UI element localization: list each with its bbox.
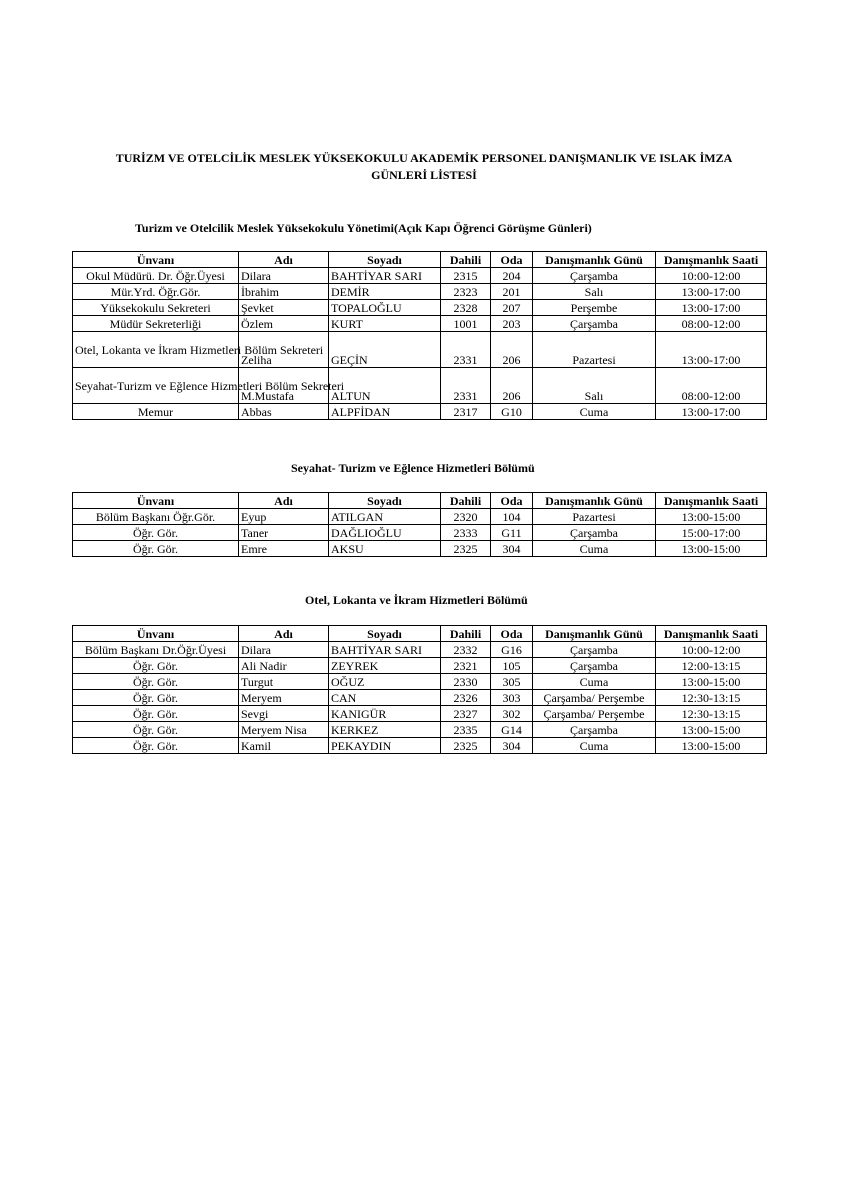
title-cell: Mür.Yrd. Öğr.Gör. [73,284,239,300]
title-cell: Yüksekokulu Sekreteri [73,300,239,316]
extension-cell: 2325 [441,541,491,557]
room-cell: 104 [491,509,533,525]
room-cell: 105 [491,658,533,674]
title-cell: Müdür Sekreterliği [73,316,239,332]
room-cell: 204 [491,268,533,284]
last-name-cell: CAN [329,690,441,706]
table-body [73,509,767,557]
first-name-cell: Özlem [239,316,329,332]
first-name-cell: Dilara [239,268,329,284]
table-header [73,252,767,268]
room-cell: G10 [491,404,533,420]
extension-cell: 2325 [441,738,491,754]
consult-day-cell: Çarşamba/ Perşembe [533,706,656,722]
extension-cell: 2321 [441,658,491,674]
first-name-cell: Sevgi [239,706,329,722]
consult-day-cell: Pazartesi [533,332,656,368]
consult-day-cell: Çarşamba [533,525,656,541]
last-name-cell: ZEYREK [329,658,441,674]
consult-hours-cell: 12:30-13:15 [656,690,767,706]
last-name-cell: ALPFİDAN [329,404,441,420]
consult-hours-cell: 13:00-17:00 [656,332,767,368]
extension-cell: 1001 [441,316,491,332]
consult-day-cell: Cuma [533,674,656,690]
document-title [72,150,776,184]
last-name-cell: ATILGAN [329,509,441,525]
table-row [73,300,767,316]
first-name-cell: Ali Nadir [239,658,329,674]
title-cell: Otel, Lokanta ve İkram Hizmetleri Bölüm Sekreteri [73,332,239,368]
table-row [73,690,767,706]
last-name-cell: DEMİR [329,284,441,300]
table-row [73,284,767,300]
consult-hours-cell: 12:00-13:15 [656,658,767,674]
consult-hours-cell: 08:00-12:00 [656,316,767,332]
consult-hours-cell: 13:00-17:00 [656,284,767,300]
extension-cell: 2330 [441,674,491,690]
section-title-management: Turizm ve Otelcilik Meslek Yüksekokulu Yönetimi(Açık Kapı Öğrenci Görüşme Günleri) [135,221,592,235]
title-cell: Memur [73,404,239,420]
table-row [73,525,767,541]
hotel-restaurant-table [72,625,767,754]
consult-day-cell: Cuma [533,738,656,754]
consult-hours-cell: 10:00-12:00 [656,642,767,658]
consult-day-cell: Perşembe [533,300,656,316]
first-name-cell: Zeliha [239,332,329,368]
col-header-title: Ünvanı [73,626,239,642]
extension-cell: 2331 [441,332,491,368]
title-cell: Okul Müdürü. Dr. Öğr.Üyesi [73,268,239,284]
room-cell: G16 [491,642,533,658]
management-table [72,251,767,420]
first-name-cell: Emre [239,541,329,557]
title-cell: Bölüm Başkanı Dr.Öğr.Üyesi [73,642,239,658]
consult-hours-cell: 08:00-12:00 [656,368,767,404]
room-cell: 304 [491,541,533,557]
last-name-cell: PEKAYDIN [329,738,441,754]
col-header-consult-hours: Danışmanlık Saati [656,626,767,642]
last-name-cell: BAHTİYAR SARI [329,268,441,284]
document-title-line-2: GÜNLERİ LİSTESİ [371,168,477,182]
extension-cell: 2331 [441,368,491,404]
consult-hours-cell: 13:00-17:00 [656,404,767,420]
table-row [73,642,767,658]
consult-hours-cell: 13:00-17:00 [656,300,767,316]
consult-day-cell: Çarşamba [533,268,656,284]
room-cell: G11 [491,525,533,541]
header-row [73,493,767,509]
title-cell: Öğr. Gör. [73,706,239,722]
room-cell: 303 [491,690,533,706]
consult-day-cell: Çarşamba [533,316,656,332]
extension-cell: 2320 [441,509,491,525]
room-cell: 206 [491,332,533,368]
title-cell: Öğr. Gör. [73,738,239,754]
extension-cell: 2332 [441,642,491,658]
extension-cell: 2315 [441,268,491,284]
last-name-cell: KANIGÜR [329,706,441,722]
table-header [73,626,767,642]
table-row [73,722,767,738]
consult-day-cell: Çarşamba [533,722,656,738]
first-name-cell: Şevket [239,300,329,316]
consult-day-cell: Salı [533,284,656,300]
title-cell: Bölüm Başkanı Öğr.Gör. [73,509,239,525]
col-header-consult-day: Danışmanlık Günü [533,626,656,642]
last-name-cell: OĞUZ [329,674,441,690]
room-cell: 207 [491,300,533,316]
table-row [73,509,767,525]
col-header-first-name: Adı [239,493,329,509]
header-row [73,626,767,642]
last-name-cell: BAHTİYAR SARI [329,642,441,658]
last-name-cell: AKSU [329,541,441,557]
consult-hours-cell: 13:00-15:00 [656,541,767,557]
col-header-last-name: Soyadı [329,252,441,268]
first-name-cell: Abbas [239,404,329,420]
col-header-last-name: Soyadı [329,626,441,642]
room-cell: G14 [491,722,533,738]
consult-hours-cell: 12:30-13:15 [656,706,767,722]
header-row [73,252,767,268]
extension-cell: 2317 [441,404,491,420]
consult-day-cell: Çarşamba [533,658,656,674]
extension-cell: 2335 [441,722,491,738]
title-cell: Öğr. Gör. [73,722,239,738]
extension-cell: 2327 [441,706,491,722]
table-body [73,268,767,420]
room-cell: 302 [491,706,533,722]
first-name-cell: Kamil [239,738,329,754]
title-cell: Seyahat-Turizm ve Eğlence Hizmetleri Bölüm Sekreteri [73,368,239,404]
consult-day-cell: Çarşamba/ Perşembe [533,690,656,706]
first-name-cell: Meryem Nisa [239,722,329,738]
col-header-consult-hours: Danışmanlık Saati [656,493,767,509]
room-cell: 305 [491,674,533,690]
col-header-consult-hours: Danışmanlık Saati [656,252,767,268]
col-header-room: Oda [491,626,533,642]
col-header-consult-day: Danışmanlık Günü [533,252,656,268]
col-header-first-name: Adı [239,252,329,268]
extension-cell: 2333 [441,525,491,541]
room-cell: 203 [491,316,533,332]
table-row [73,268,767,284]
first-name-cell: Meryem [239,690,329,706]
extension-cell: 2326 [441,690,491,706]
consult-day-cell: Cuma [533,541,656,557]
consult-hours-cell: 13:00-15:00 [656,722,767,738]
consult-hours-cell: 15:00-17:00 [656,525,767,541]
col-header-title: Ünvanı [73,252,239,268]
section-title-travel-tourism: Seyahat- Turizm ve Eğlence Hizmetleri Bölümü [291,461,535,475]
table-row [73,738,767,754]
section-title-hotel-restaurant: Otel, Lokanta ve İkram Hizmetleri Bölümü [305,593,528,607]
table-header [73,493,767,509]
table-row [73,332,767,368]
extension-cell: 2328 [441,300,491,316]
first-name-cell: Eyup [239,509,329,525]
table-row [73,658,767,674]
consult-day-cell: Salı [533,368,656,404]
last-name-cell: TOPALOĞLU [329,300,441,316]
consult-hours-cell: 10:00-12:00 [656,268,767,284]
first-name-cell: M.Mustafa [239,368,329,404]
room-cell: 206 [491,368,533,404]
col-header-extension: Dahili [441,626,491,642]
col-header-consult-day: Danışmanlık Günü [533,493,656,509]
extension-cell: 2323 [441,284,491,300]
consult-day-cell: Cuma [533,404,656,420]
document-title-line-1: TURİZM VE OTELCİLİK MESLEK YÜKSEKOKULU AKADEMİK PERSONEL DANIŞMANLIK VE ISLAK İMZA [115,151,733,165]
last-name-cell: ALTUN [329,368,441,404]
last-name-cell: KURT [329,316,441,332]
title-cell: Öğr. Gör. [73,690,239,706]
col-header-last-name: Soyadı [329,493,441,509]
consult-day-cell: Pazartesi [533,509,656,525]
title-cell: Öğr. Gör. [73,525,239,541]
title-cell: Öğr. Gör. [73,658,239,674]
consult-hours-cell: 13:00-15:00 [656,674,767,690]
col-header-extension: Dahili [441,493,491,509]
title-cell: Öğr. Gör. [73,674,239,690]
table-row [73,541,767,557]
table-row [73,316,767,332]
title-cell: Öğr. Gör. [73,541,239,557]
consult-hours-cell: 13:00-15:00 [656,738,767,754]
consult-day-cell: Çarşamba [533,642,656,658]
col-header-room: Oda [491,252,533,268]
travel-tourism-table [72,492,767,557]
table-row [73,706,767,722]
col-header-title: Ünvanı [73,493,239,509]
col-header-first-name: Adı [239,626,329,642]
consult-hours-cell: 13:00-15:00 [656,509,767,525]
first-name-cell: Dilara [239,642,329,658]
first-name-cell: İbrahim [239,284,329,300]
last-name-cell: GEÇİN [329,332,441,368]
room-cell: 304 [491,738,533,754]
room-cell: 201 [491,284,533,300]
table-row [73,674,767,690]
table-body [73,642,767,754]
table-row [73,368,767,404]
last-name-cell: KERKEZ [329,722,441,738]
col-header-extension: Dahili [441,252,491,268]
col-header-room: Oda [491,493,533,509]
table-row [73,404,767,420]
last-name-cell: DAĞLIOĞLU [329,525,441,541]
first-name-cell: Taner [239,525,329,541]
first-name-cell: Turgut [239,674,329,690]
